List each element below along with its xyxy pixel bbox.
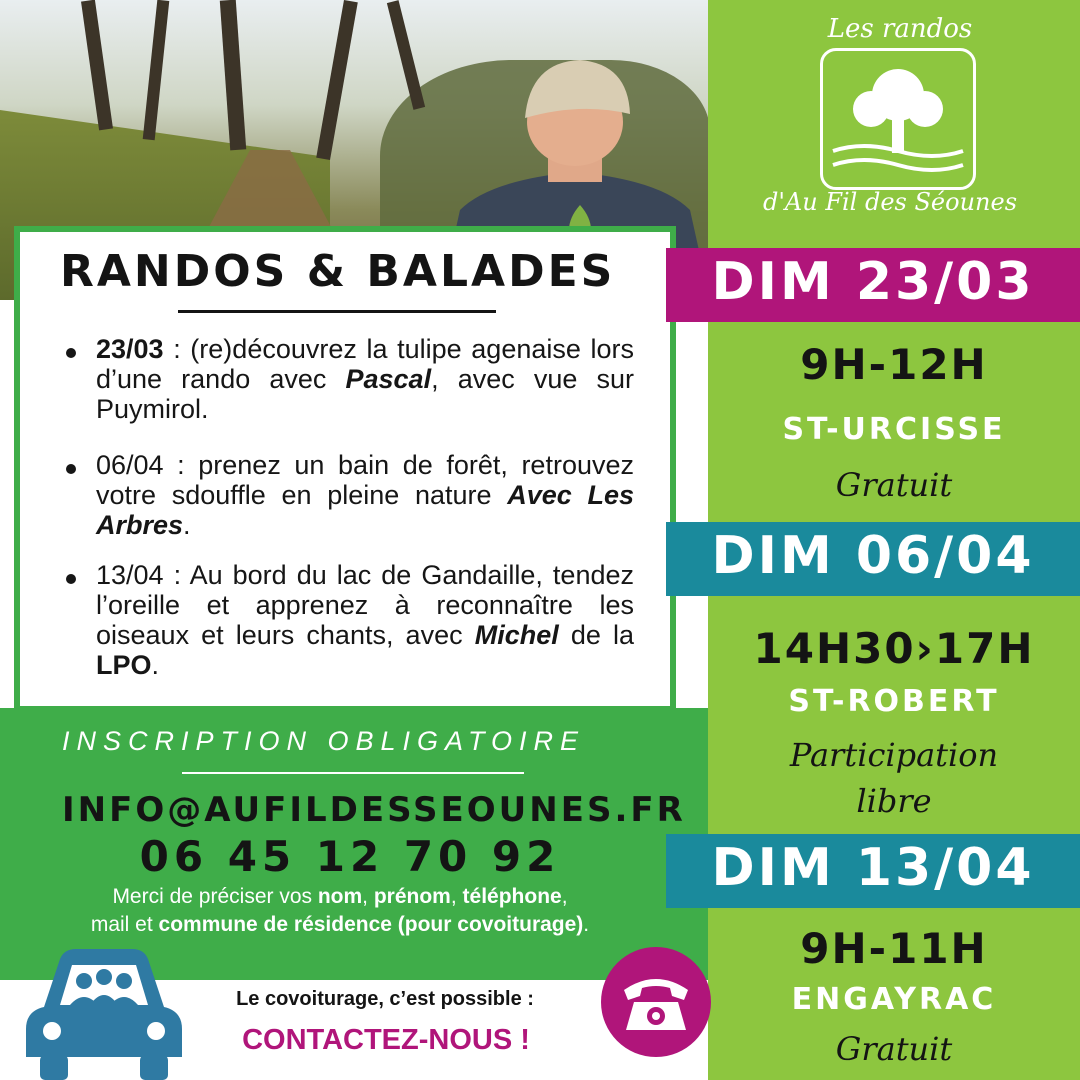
item-text: , avec vue sur Puymirol.: [96, 364, 634, 424]
item-date: 23/03: [96, 334, 164, 364]
contact-cta[interactable]: CONTACTEZ-NOUS !: [242, 1024, 530, 1056]
event-place: ENGAYRAC: [791, 982, 997, 1017]
logo-title: Les randos: [827, 14, 973, 44]
item-guide: Avec Les Arbres: [96, 480, 635, 540]
event-price: Participation libre: [789, 736, 999, 820]
item-text: 13/04 : Au bord du lac de Gandaille, tendez l’oreille et apprenez à reconnaître les oiseaux et leurs chants, avec: [96, 560, 634, 650]
date-band-2: [666, 522, 1080, 596]
item-text: .: [183, 510, 191, 540]
bullet-icon: [66, 348, 76, 358]
carpool-text: Le covoiturage, c’est possible :: [236, 988, 534, 1010]
event-price: Gratuit: [835, 466, 953, 504]
item-text: : (re)découvrez la tulipe agenaise lors d’une rando avec: [96, 334, 634, 394]
event-time: 9H-12H: [800, 340, 988, 389]
email-link[interactable]: INFO@AUFILDESSEOUNES.FR: [62, 790, 686, 830]
event-date: DIM 23/03: [711, 252, 1035, 312]
event-place: ST-ROBERT: [788, 684, 1000, 719]
item-org: LPO: [96, 650, 152, 680]
inscription-title: INSCRIPTION OBLIGATOIRE: [62, 726, 586, 756]
tree-trunk: [220, 0, 246, 150]
bullet-icon: [66, 464, 76, 474]
car-icon: [26, 945, 182, 1080]
tree-trunk: [316, 0, 358, 160]
date-band-3: [666, 834, 1080, 908]
tree-trunk: [81, 0, 113, 130]
logo-frame: [820, 48, 976, 190]
page-title: RANDOS & BALADES: [60, 246, 616, 297]
list-item: [96, 334, 634, 424]
item-text: .: [151, 650, 160, 680]
event-time: 14H30›17H: [753, 624, 1035, 673]
telephone-icon[interactable]: [600, 946, 712, 1058]
registration-note: Merci de préciser vos nom, prénom, téléphone, mail et commune de résidence (pour covoiturage).: [90, 885, 590, 936]
phone-number[interactable]: 06 45 12 70 92: [139, 832, 561, 881]
event-place: ST-URCISSE: [782, 412, 1006, 447]
tree-trunk: [143, 0, 170, 140]
event-date: DIM 06/04: [711, 526, 1035, 586]
inscription-divider: [182, 772, 524, 774]
item-text: 06/04 : prenez un bain de forêt, retrouvez votre sdouffle en pleine nature: [96, 450, 634, 510]
item-text: de la: [558, 620, 634, 650]
list-item: [96, 560, 634, 680]
title-divider: [178, 310, 496, 313]
event-price: Gratuit: [835, 1030, 953, 1068]
event-date: DIM 13/04: [711, 838, 1035, 898]
item-guide: Pascal: [345, 364, 432, 394]
event-time: 9H-11H: [800, 924, 988, 973]
item-guide: Michel: [474, 620, 559, 650]
tree-trunk: [387, 0, 425, 110]
bullet-icon: [66, 574, 76, 584]
list-item: [96, 450, 634, 540]
date-band-1: [666, 248, 1080, 322]
tree-icon: [823, 51, 973, 187]
logo-subtitle: d'Au Fil des Séounes: [762, 188, 1018, 216]
